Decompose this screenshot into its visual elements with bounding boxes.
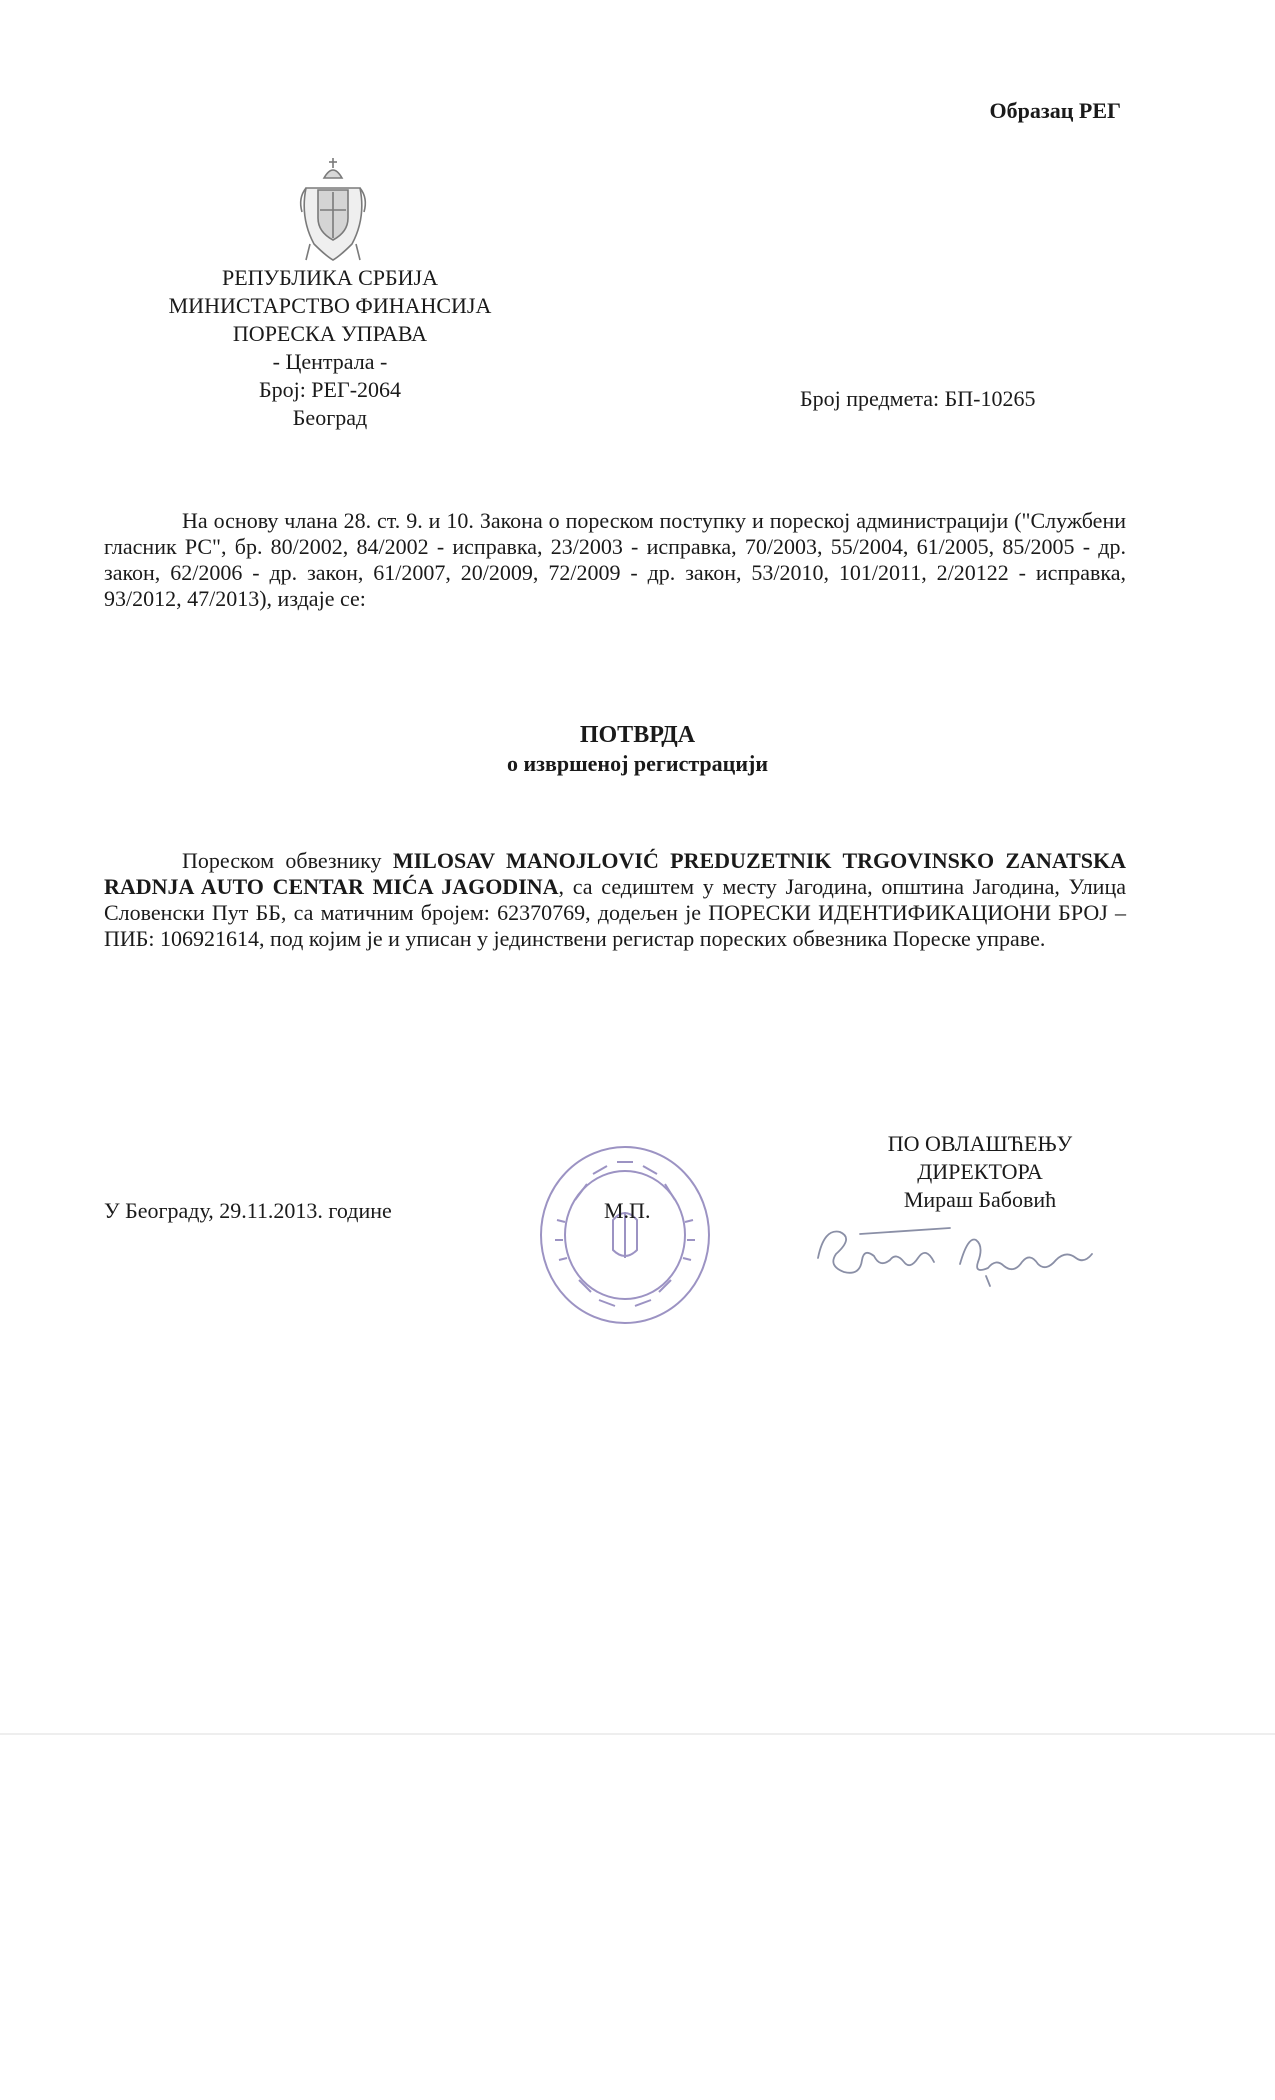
body-details: , са седиштем у месту Јагодина, општина Јагодина, Улица Словенски Пут ББ, са матичним бројем: 62370769, додељен је ПОРЕСКИ ИДЕНТИФИКАЦИОНИ БРОЈ – ПИБ: 106921614, под којим је и уписан у јединствени регистар пореских обвезника Пореске управе. <box>104 874 1126 951</box>
header-ministry: МИНИСТАРСТВО ФИНАНСИЈА <box>168 293 492 318</box>
place-and-date: У Београду, 29.11.2013. године <box>104 1198 392 1223</box>
header-number: Број: РЕГ-2064 <box>258 377 402 402</box>
header-office: - Централа - <box>272 349 388 374</box>
certificate-body-paragraph <box>104 848 1126 952</box>
signatory-authority: ПО ОВЛАШЋЕЊУ <box>887 1131 1073 1156</box>
legal-basis-paragraph: На основу члана 28. ст. 9. и 10. Закона о пореском поступку и пореској администрацији ("Службени гласник РС", бр. 80/2002, 84/2002 - исправка, 23/2003 - исправка, 70/2003, 55/2004, 61/2005, 85/2005 - др. закон, 62/2006 - др. закон, 61/2007, 20/2009, 72/2009 - др. закон, 53/2010, 101/2011, 2/20122 - исправка, 93/2012, 47/2013), издаје се: <box>104 508 1126 611</box>
signatory-title: ДИРЕКТОРА <box>917 1159 1043 1184</box>
form-label: Образац РЕГ <box>989 98 1121 123</box>
body-prefix: Пореском обвезнику <box>182 848 393 873</box>
certificate-title-block <box>0 720 1275 778</box>
stamp-placeholder-label: М.П. <box>604 1198 651 1223</box>
official-stamp-icon <box>535 1140 715 1330</box>
taxpayer-name: MILOSAV MANOJLOVIĆ PREDUZETNIK TRGOVINSKO ZANATSKA RADNJA AUTO CENTAR MIĆA JAGODINA <box>104 848 1127 899</box>
issuer-header <box>130 264 530 432</box>
certificate-title: ПОТВРДА <box>579 722 696 748</box>
coat-of-arms-icon <box>296 148 370 266</box>
header-city: Београд <box>292 405 368 430</box>
case-number: Број предмета: БП-10265 <box>800 386 1036 411</box>
scan-edge-divider <box>0 1733 1275 1735</box>
header-agency: ПОРЕСКА УПРАВА <box>232 321 428 346</box>
signatory-block <box>840 1130 1120 1214</box>
certificate-subtitle: о извршеној регистрацији <box>506 751 769 776</box>
signatory-name: Мираш Бабовић <box>903 1187 1057 1212</box>
header-country: РЕПУБЛИКА СРБИЈА <box>222 265 438 290</box>
handwritten-signature-icon <box>800 1218 1100 1288</box>
